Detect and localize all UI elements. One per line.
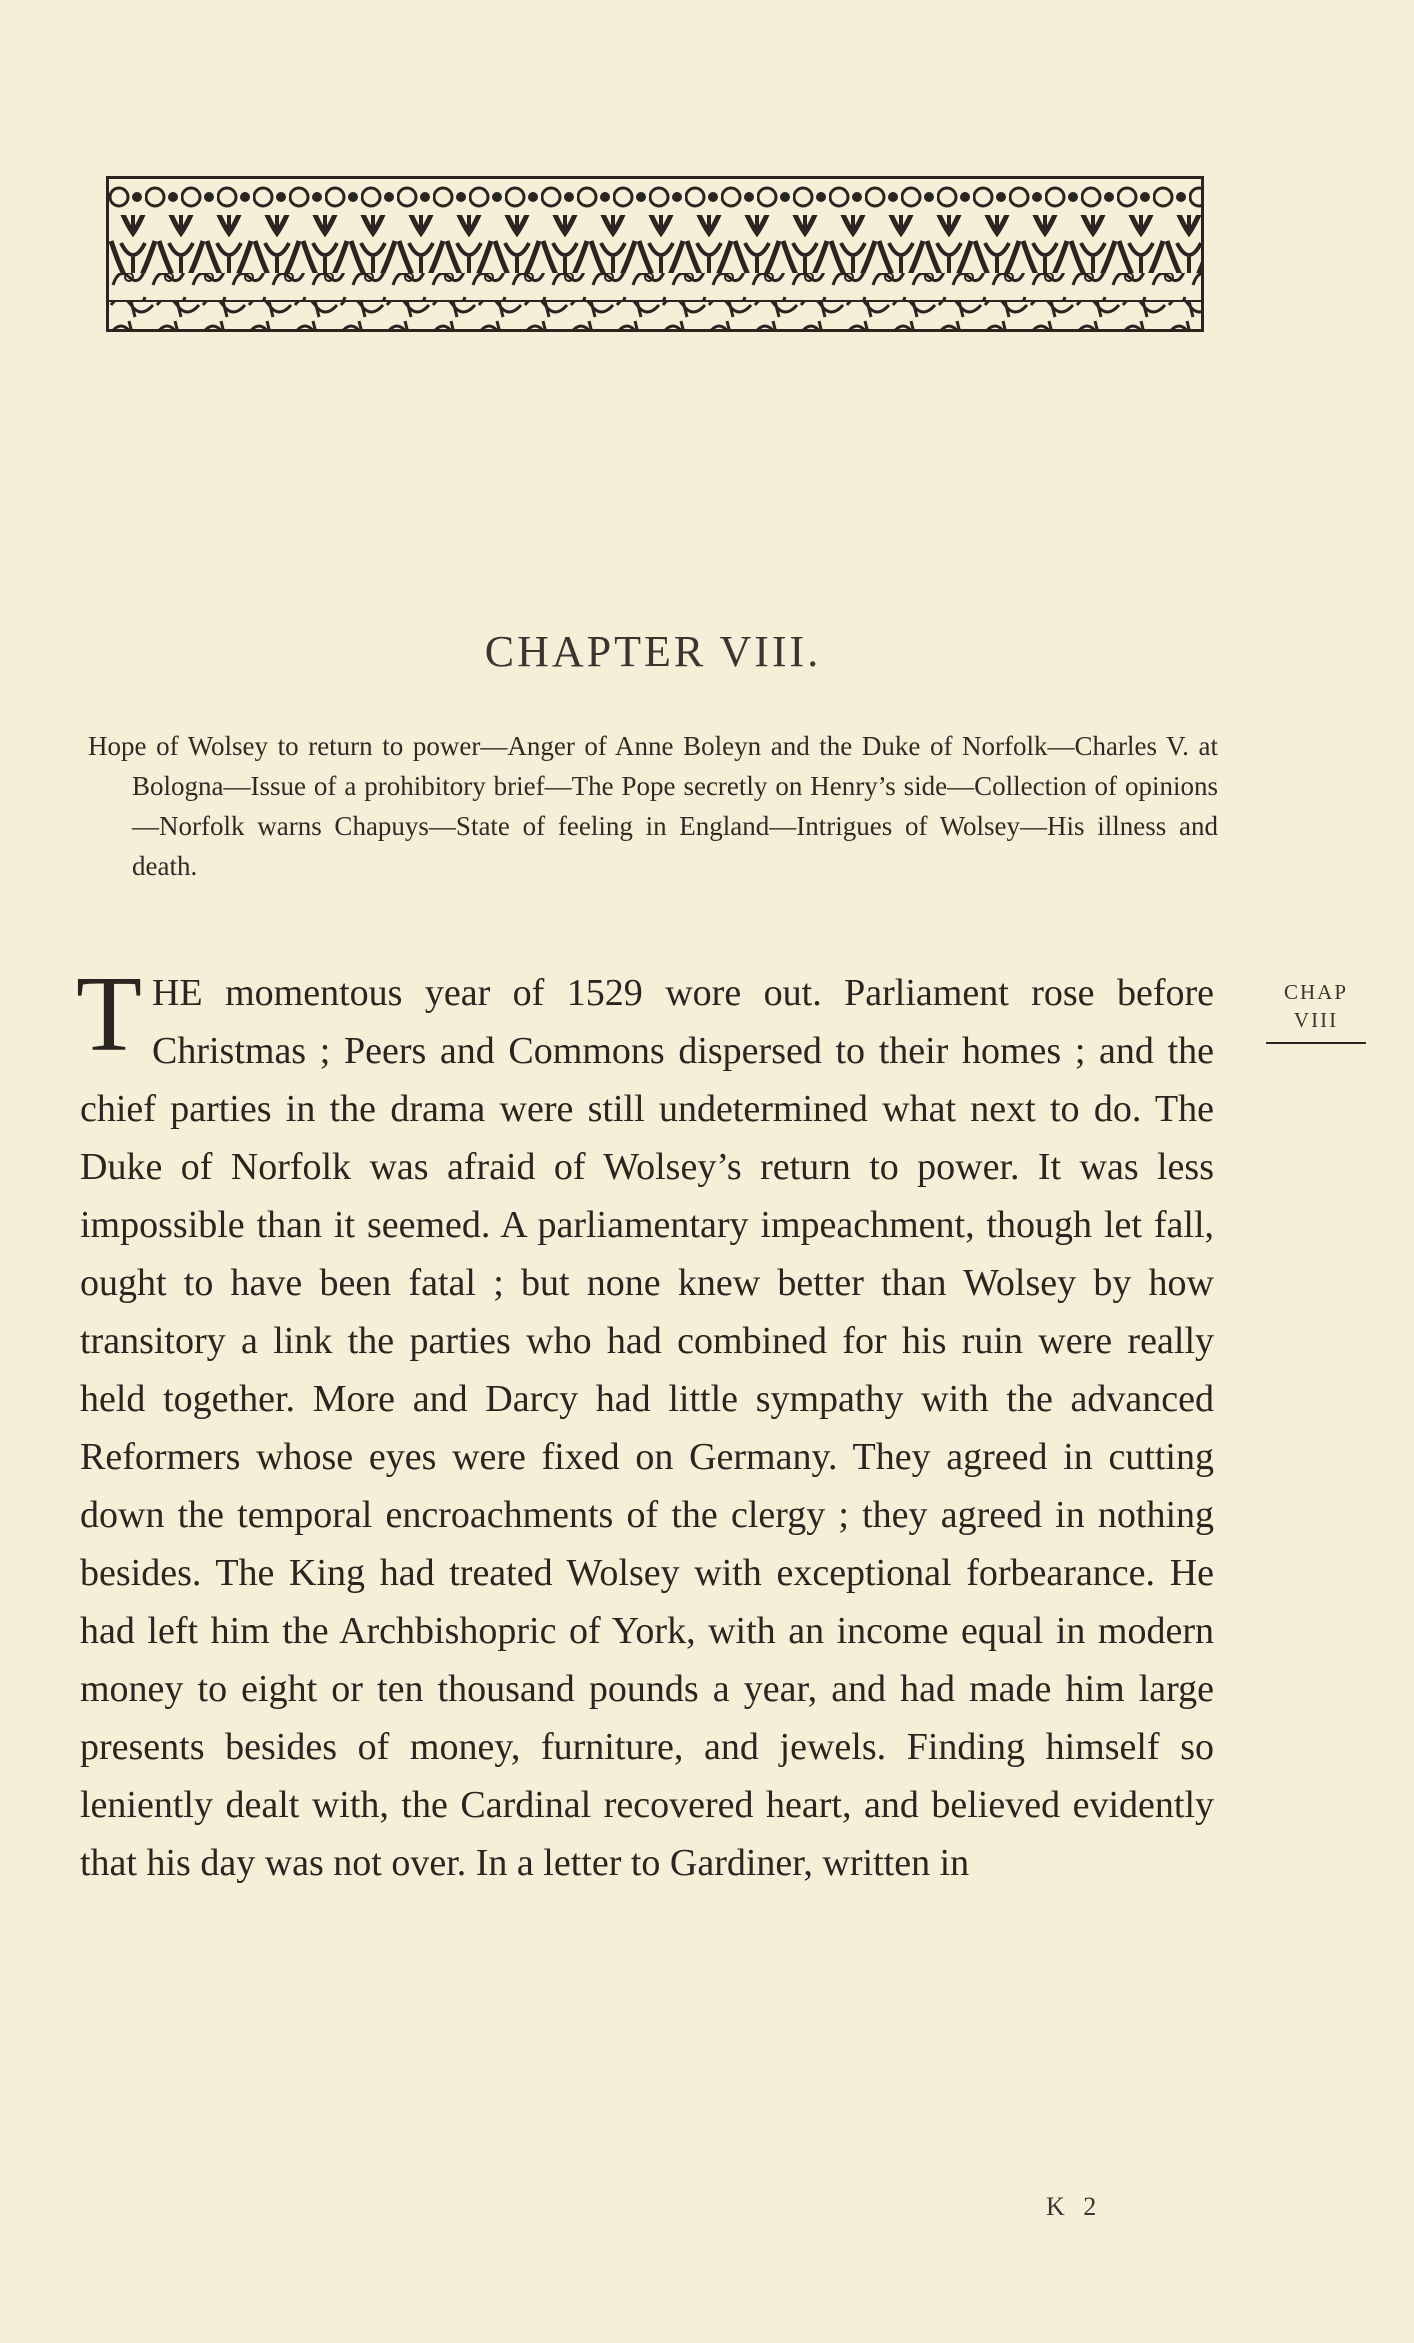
margin-note [1264, 978, 1368, 1044]
chapter-synopsis [88, 726, 1218, 886]
ornament-pattern [109, 179, 1201, 329]
body-text [76, 955, 1214, 1892]
paragraph-text: HE momentous year of 1529 wore out. Parliament rose before Christmas ; Peers and Commons dispersed to their homes ; and the chief parties in the drama were still undetermined what next to do. The Duke of Norfolk was afraid of Wolsey’s return to power. It was less impossible than it seemed. A parliamentary impeachment, though let fall, ought to have been fatal ; but none knew better than Wolsey by how transitory a link the parties who had combined for his ruin were really held together. More and Darcy had little sympathy with the advanced Reformers whose eyes were fixed on Germany. They agreed in cutting down the temporal encroachments of the clergy ; they agreed in nothing besides. The King had treated Wolsey with exceptional forbearance. He had left him the Archbishopric of York, with an income equal in modern money to eight or ten thousand pounds a year, and had made him large presents besides of money, furniture, and jewels. Finding himself so leniently dealt with, the Cardinal recovered heart, and believed evidently that his day was not over. In a letter to Gardiner, written in [80, 972, 1214, 1884]
synopsis-text: Hope of Wolsey to return to power—Anger of Anne Boleyn and the Duke of Norfolk—Charles V. at Bologna—Issue of a prohibitory brief—The Pope secretly on Henry’s side—Collection of opinions—Norfolk warns Chapuys—State of feeling in England—Intrigues of Wolsey—His illness and death. [88, 731, 1218, 881]
margin-rule [1266, 1042, 1366, 1044]
margin-chap-label: CHAP [1283, 980, 1349, 1004]
drop-cap: T [76, 955, 142, 1074]
body-paragraph [76, 955, 1214, 1892]
decorative-header-ornament [106, 176, 1204, 332]
margin-chapter-number: VIII [1293, 1008, 1339, 1032]
signature-mark: K 2 [1046, 2192, 1103, 2221]
chapter-title: CHAPTER VIII. [484, 627, 822, 676]
